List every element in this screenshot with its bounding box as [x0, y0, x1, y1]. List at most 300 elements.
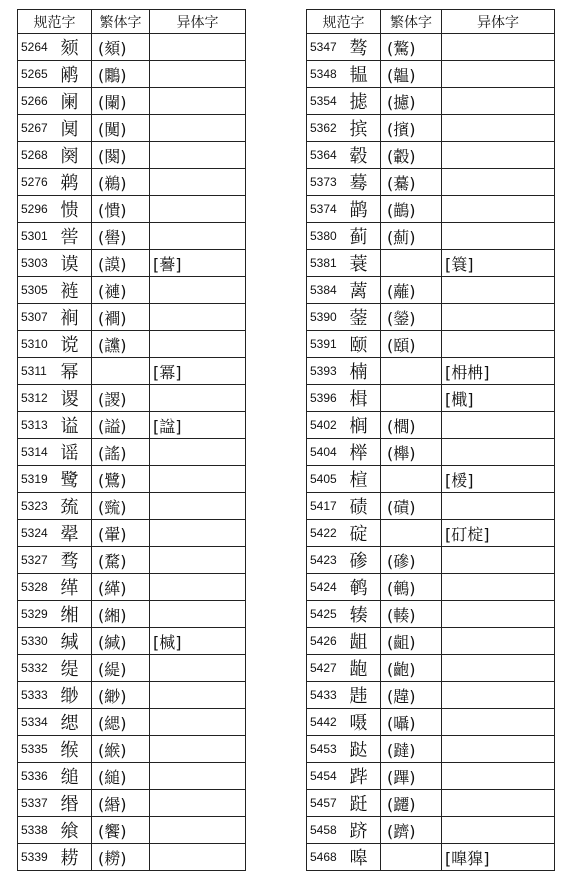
- standard-character: 谠: [59, 331, 92, 358]
- variant-character: [檝]: [442, 385, 555, 412]
- traditional-character: (憒): [92, 196, 150, 223]
- traditional-character: (緡): [92, 790, 150, 817]
- variant-character: [150, 169, 246, 196]
- variant-character: [442, 547, 555, 574]
- table-row: [18, 466, 246, 493]
- entry-number: 5329: [18, 601, 59, 628]
- entry-number: 5324: [18, 520, 59, 547]
- standard-character: 阕: [59, 142, 92, 169]
- entry-number: 5393: [307, 358, 348, 385]
- variant-character: [442, 682, 555, 709]
- entry-number: 5423: [307, 547, 348, 574]
- standard-character: 碛: [348, 493, 381, 520]
- variant-character: [150, 709, 246, 736]
- entry-number: 5310: [18, 331, 59, 358]
- standard-character: 幂: [59, 358, 92, 385]
- variant-character: [150, 790, 246, 817]
- variant-character: [矴椗]: [442, 520, 555, 547]
- standard-character: 鹌: [348, 574, 381, 601]
- traditional-character: (櫚): [381, 412, 442, 439]
- traditional-character: (磣): [381, 547, 442, 574]
- variant-character: [150, 547, 246, 574]
- standard-character: 蓟: [348, 223, 381, 250]
- table-row: [18, 439, 246, 466]
- standard-character: 谡: [59, 385, 92, 412]
- variant-character: [枏柟]: [442, 358, 555, 385]
- entry-number: 5296: [18, 196, 59, 223]
- table-row: [307, 34, 555, 61]
- variant-character: [150, 304, 246, 331]
- entry-number: 5339: [18, 844, 59, 871]
- standard-character: 裢: [59, 277, 92, 304]
- table-row: [18, 196, 246, 223]
- entry-number: 5336: [18, 763, 59, 790]
- entry-number: 5330: [18, 628, 59, 655]
- traditional-character: (躋): [381, 817, 442, 844]
- traditional-character: (巰): [92, 493, 150, 520]
- variant-character: [442, 223, 555, 250]
- traditional-character: (櫸): [381, 439, 442, 466]
- variant-character: [150, 844, 246, 871]
- variant-character: [442, 304, 555, 331]
- standard-character: 喾: [59, 223, 92, 250]
- standard-character: 缇: [59, 655, 92, 682]
- table-row: [307, 358, 555, 385]
- traditional-character: (攄): [381, 88, 442, 115]
- traditional-character: (闃): [92, 115, 150, 142]
- standard-character: 缌: [59, 709, 92, 736]
- traditional-character: (鶓): [381, 196, 442, 223]
- header-standard: 规范字: [307, 10, 381, 34]
- standard-character: 鹭: [59, 466, 92, 493]
- entry-number: 5303: [18, 250, 59, 277]
- traditional-character: (頤): [381, 331, 442, 358]
- traditional-character: (輳): [381, 601, 442, 628]
- entry-number: 5268: [18, 142, 59, 169]
- table-row: [307, 223, 555, 250]
- variant-character: [150, 601, 246, 628]
- entry-number: 5426: [307, 628, 348, 655]
- table-row: [307, 277, 555, 304]
- table-row: [307, 115, 555, 142]
- traditional-character: [381, 520, 442, 547]
- variant-character: [442, 412, 555, 439]
- entry-number: 5276: [18, 169, 59, 196]
- table-row: [18, 844, 246, 871]
- character-table-right: [306, 9, 555, 871]
- variant-character: [150, 817, 246, 844]
- table-row: [18, 61, 246, 88]
- table-row: [18, 574, 246, 601]
- standard-character: 楫: [348, 385, 381, 412]
- traditional-character: (齟): [381, 628, 442, 655]
- traditional-character: (緹): [92, 655, 150, 682]
- traditional-character: (韙): [381, 682, 442, 709]
- table-row: [18, 736, 246, 763]
- entry-number: 5442: [307, 709, 348, 736]
- standard-character: 蓠: [348, 277, 381, 304]
- entry-number: 5305: [18, 277, 59, 304]
- entry-number: 5433: [307, 682, 348, 709]
- traditional-character: (翬): [92, 520, 150, 547]
- entry-number: 5348: [307, 61, 348, 88]
- standard-character: 龃: [348, 628, 381, 655]
- entry-number: 5301: [18, 223, 59, 250]
- entry-number: 5405: [307, 466, 348, 493]
- table-row: [18, 250, 246, 277]
- entry-number: 5264: [18, 34, 59, 61]
- entry-number: 5313: [18, 412, 59, 439]
- entry-number: 5335: [18, 736, 59, 763]
- traditional-character: (囁): [381, 709, 442, 736]
- traditional-character: (耮): [92, 844, 150, 871]
- variant-character: [442, 628, 555, 655]
- entry-number: 5266: [18, 88, 59, 115]
- variant-character: [442, 439, 555, 466]
- variant-character: [442, 115, 555, 142]
- variant-character: [150, 277, 246, 304]
- standard-character: 韫: [348, 61, 381, 88]
- variant-character: [442, 277, 555, 304]
- traditional-character: (鎣): [381, 304, 442, 331]
- table-row: [18, 601, 246, 628]
- entry-number: 5422: [307, 520, 348, 547]
- table-row: [18, 169, 246, 196]
- traditional-character: (緦): [92, 709, 150, 736]
- traditional-character: (躂): [381, 736, 442, 763]
- variant-character: [150, 88, 246, 115]
- header-traditional: 繁体字: [381, 10, 442, 34]
- variant-character: [442, 709, 555, 736]
- traditional-character: (蘺): [381, 277, 442, 304]
- entry-number: 5364: [307, 142, 348, 169]
- traditional-character: (緱): [92, 736, 150, 763]
- table-body-left: [18, 34, 246, 871]
- entry-number: 5380: [307, 223, 348, 250]
- variant-character: [442, 790, 555, 817]
- table-row: [307, 196, 555, 223]
- traditional-character: (嚳): [92, 223, 150, 250]
- table-row: [18, 682, 246, 709]
- variant-character: [442, 169, 555, 196]
- variant-character: [442, 601, 555, 628]
- header-variant: 异体字: [442, 10, 555, 34]
- table-body-right: [307, 34, 555, 871]
- entry-number: 5323: [18, 493, 59, 520]
- entry-number: 5381: [307, 250, 348, 277]
- header-row: [307, 10, 555, 34]
- variant-character: [150, 439, 246, 466]
- table-row: [307, 304, 555, 331]
- standard-character: 裥: [59, 304, 92, 331]
- table-row: [307, 574, 555, 601]
- header-row: [18, 10, 246, 34]
- traditional-character: (擯): [381, 115, 442, 142]
- entry-number: 5458: [307, 817, 348, 844]
- standard-character: 谣: [59, 439, 92, 466]
- table-row: [18, 277, 246, 304]
- variant-character: [442, 88, 555, 115]
- table-row: [18, 412, 246, 439]
- entry-number: 5267: [18, 115, 59, 142]
- standard-character: 谟: [59, 250, 92, 277]
- standard-character: 嗫: [348, 709, 381, 736]
- traditional-character: [381, 385, 442, 412]
- variant-character: [150, 655, 246, 682]
- variant-character: [442, 61, 555, 88]
- variant-character: [冪]: [150, 358, 246, 385]
- table-row: [18, 223, 246, 250]
- variant-character: [謩]: [150, 250, 246, 277]
- standard-character: 阒: [59, 115, 92, 142]
- table-row: [307, 628, 555, 655]
- table-row: [18, 790, 246, 817]
- variant-character: [150, 385, 246, 412]
- standard-character: 缑: [59, 736, 92, 763]
- table-row: [18, 358, 246, 385]
- traditional-character: (驀): [381, 169, 442, 196]
- standard-character: 蓦: [348, 169, 381, 196]
- traditional-character: [381, 250, 442, 277]
- traditional-character: (韞): [381, 61, 442, 88]
- table-row: [307, 547, 555, 574]
- entry-number: 5265: [18, 61, 59, 88]
- standard-character: 榈: [348, 412, 381, 439]
- standard-character: 跹: [348, 790, 381, 817]
- traditional-character: (緗): [92, 601, 150, 628]
- table-row: [307, 412, 555, 439]
- table-row: [307, 736, 555, 763]
- standard-character: 楠: [348, 358, 381, 385]
- table-row: [18, 817, 246, 844]
- standard-character: 楦: [348, 466, 381, 493]
- table-row: [307, 709, 555, 736]
- table-row: [307, 817, 555, 844]
- variant-character: [嘷獋]: [442, 844, 555, 871]
- character-table-left: [17, 9, 246, 871]
- variant-character: [442, 817, 555, 844]
- traditional-character: [381, 358, 442, 385]
- variant-character: [442, 655, 555, 682]
- standard-character: 缈: [59, 682, 92, 709]
- table-row: [18, 493, 246, 520]
- entry-number: 5338: [18, 817, 59, 844]
- entry-number: 5319: [18, 466, 59, 493]
- entry-number: 5390: [307, 304, 348, 331]
- standard-character: 缂: [59, 574, 92, 601]
- traditional-character: (縋): [92, 763, 150, 790]
- traditional-character: (躚): [381, 790, 442, 817]
- entry-number: 5396: [307, 385, 348, 412]
- standard-character: 摅: [348, 88, 381, 115]
- table-row: [307, 439, 555, 466]
- standard-character: 蓥: [348, 304, 381, 331]
- variant-character: [150, 61, 246, 88]
- entry-number: 5384: [307, 277, 348, 304]
- traditional-character: (騖): [92, 547, 150, 574]
- variant-character: [簑]: [442, 250, 555, 277]
- traditional-character: (饗): [92, 817, 150, 844]
- standard-character: 翚: [59, 520, 92, 547]
- entry-number: 5328: [18, 574, 59, 601]
- standard-character: 碜: [348, 547, 381, 574]
- table-row: [307, 61, 555, 88]
- traditional-character: (驁): [381, 34, 442, 61]
- table-row: [18, 547, 246, 574]
- variant-character: [150, 115, 246, 142]
- standard-character: 颐: [348, 331, 381, 358]
- table-row: [307, 790, 555, 817]
- table-row: [307, 331, 555, 358]
- traditional-character: (謠): [92, 439, 150, 466]
- variant-character: [150, 196, 246, 223]
- variant-character: [150, 34, 246, 61]
- entry-number: 5373: [307, 169, 348, 196]
- traditional-character: (轂): [381, 142, 442, 169]
- traditional-character: (齙): [381, 655, 442, 682]
- table-row: [307, 601, 555, 628]
- standard-character: 缒: [59, 763, 92, 790]
- variant-character: [150, 574, 246, 601]
- variant-character: [150, 736, 246, 763]
- table-row: [18, 142, 246, 169]
- variant-character: [442, 493, 555, 520]
- entry-number: 5311: [18, 358, 59, 385]
- entry-number: 5374: [307, 196, 348, 223]
- standard-character: 嗥: [348, 844, 381, 871]
- entry-number: 5337: [18, 790, 59, 817]
- variant-character: [150, 331, 246, 358]
- traditional-character: (褳): [92, 277, 150, 304]
- entry-number: 5468: [307, 844, 348, 871]
- traditional-character: (頦): [92, 34, 150, 61]
- table-row: [307, 493, 555, 520]
- table-row: [18, 763, 246, 790]
- table-row: [18, 115, 246, 142]
- standard-character: 辏: [348, 601, 381, 628]
- traditional-character: (讜): [92, 331, 150, 358]
- standard-character: 鹇: [59, 61, 92, 88]
- entry-number: 5425: [307, 601, 348, 628]
- entry-number: 5457: [307, 790, 348, 817]
- standard-character: 缃: [59, 601, 92, 628]
- standard-character: 谥: [59, 412, 92, 439]
- table-row: [307, 250, 555, 277]
- traditional-character: [92, 358, 150, 385]
- table-row: [307, 142, 555, 169]
- traditional-character: (緘): [92, 628, 150, 655]
- entry-number: 5427: [307, 655, 348, 682]
- standard-character: 缄: [59, 628, 92, 655]
- variant-character: [諡]: [150, 412, 246, 439]
- variant-character: [椷]: [150, 628, 246, 655]
- standard-character: 飨: [59, 817, 92, 844]
- traditional-character: (磧): [381, 493, 442, 520]
- table-row: [307, 763, 555, 790]
- entry-number: 5327: [18, 547, 59, 574]
- entry-number: 5312: [18, 385, 59, 412]
- traditional-character: (緙): [92, 574, 150, 601]
- entry-number: 5332: [18, 655, 59, 682]
- traditional-character: (緲): [92, 682, 150, 709]
- entry-number: 5333: [18, 682, 59, 709]
- standard-character: 毂: [348, 142, 381, 169]
- table-row: [307, 169, 555, 196]
- standard-character: 骜: [348, 34, 381, 61]
- table-row: [307, 466, 555, 493]
- traditional-character: (闌): [92, 88, 150, 115]
- table-row: [18, 34, 246, 61]
- traditional-character: (襇): [92, 304, 150, 331]
- table-row: [18, 520, 246, 547]
- table-row: [307, 682, 555, 709]
- variant-character: [150, 520, 246, 547]
- table-row: [307, 844, 555, 871]
- traditional-character: (鵜): [92, 169, 150, 196]
- traditional-character: (謖): [92, 385, 150, 412]
- table-row: [18, 628, 246, 655]
- table-row: [307, 655, 555, 682]
- variant-character: [442, 34, 555, 61]
- traditional-character: (鷴): [92, 61, 150, 88]
- traditional-character: [381, 466, 442, 493]
- header-variant: 异体字: [150, 10, 246, 34]
- standard-character: 龅: [348, 655, 381, 682]
- variant-character: [150, 493, 246, 520]
- standard-character: 鹈: [59, 169, 92, 196]
- table-row: [18, 709, 246, 736]
- header-standard: 规范字: [18, 10, 92, 34]
- entry-number: 5334: [18, 709, 59, 736]
- standard-character: 阑: [59, 88, 92, 115]
- entry-number: 5404: [307, 439, 348, 466]
- standard-character: 摈: [348, 115, 381, 142]
- traditional-character: (闋): [92, 142, 150, 169]
- table-row: [18, 655, 246, 682]
- table-row: [307, 520, 555, 547]
- variant-character: [442, 331, 555, 358]
- variant-character: [442, 763, 555, 790]
- table-row: [18, 304, 246, 331]
- standard-character: 榉: [348, 439, 381, 466]
- variant-character: [442, 142, 555, 169]
- entry-number: 5347: [307, 34, 348, 61]
- standard-character: 巯: [59, 493, 92, 520]
- standard-character: 蓑: [348, 250, 381, 277]
- traditional-character: (鵪): [381, 574, 442, 601]
- variant-character: [150, 682, 246, 709]
- entry-number: 5307: [18, 304, 59, 331]
- standard-character: 鹋: [348, 196, 381, 223]
- traditional-character: (蹕): [381, 763, 442, 790]
- entry-number: 5314: [18, 439, 59, 466]
- standard-character: 韪: [348, 682, 381, 709]
- standard-character: 愦: [59, 196, 92, 223]
- traditional-character: (鷺): [92, 466, 150, 493]
- variant-character: [442, 736, 555, 763]
- traditional-character: (謨): [92, 250, 150, 277]
- traditional-character: (謚): [92, 412, 150, 439]
- variant-character: [楥]: [442, 466, 555, 493]
- variant-character: [442, 574, 555, 601]
- variant-character: [150, 763, 246, 790]
- variant-character: [150, 466, 246, 493]
- entry-number: 5402: [307, 412, 348, 439]
- traditional-character: [381, 844, 442, 871]
- variant-character: [150, 223, 246, 250]
- table-row: [307, 88, 555, 115]
- entry-number: 5424: [307, 574, 348, 601]
